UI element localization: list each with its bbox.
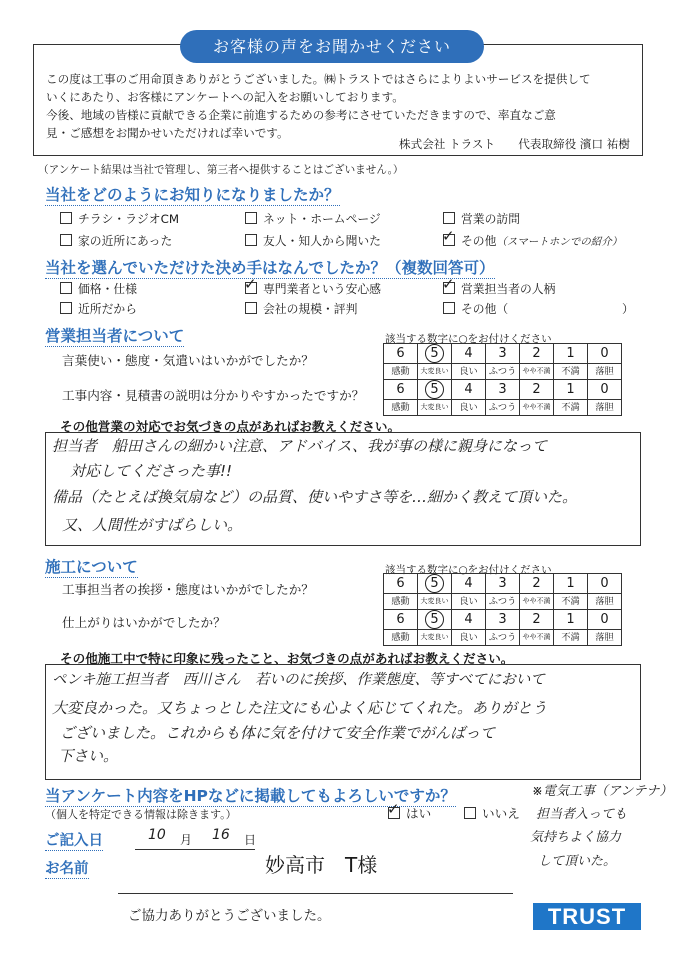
checkbox[interactable] <box>443 212 455 224</box>
rating-caption: 該当する数字に○をお付けください <box>385 564 552 576</box>
date-label: ご記入日 <box>45 833 103 849</box>
sales-comment-line: 担当者 船田さんの細かい注意、アドバイス、我が事の様に親身になって <box>52 437 548 455</box>
intro-line: いくにあたり、お客様にアンケートへの記入をお願いしております。 <box>46 90 404 104</box>
rating-caption: 該当する数字に○をお付けください <box>385 333 552 345</box>
rating-label: 落胆 <box>588 364 622 380</box>
rating-cell[interactable]: 3 <box>486 610 520 630</box>
name-underline <box>118 893 513 894</box>
construction-comment-line: 下さい。 <box>58 747 119 765</box>
footer-thanks: ご協力ありがとうございました。 <box>128 908 331 924</box>
rating-cell[interactable]: 4 <box>452 574 486 594</box>
section1-title: 当社をどのようにお知りになりましたか？ <box>45 186 340 204</box>
rating-cell[interactable]: 1 <box>554 610 588 630</box>
side-note-line: して頂いた。 <box>538 854 617 869</box>
rating-label: 良い <box>452 594 486 610</box>
rating-label: 不満 <box>554 400 588 416</box>
rating-cell[interactable]: 6 <box>384 380 418 400</box>
construction-question-1: 工事担当者の挨拶・態度はいかがでしたか？ <box>62 582 314 597</box>
construction-comment-line: ペンキ施工担当者 西川さん 若いのに挨拶、作業態度、等すべてにおいて <box>52 672 545 688</box>
circled-answer: 5 <box>425 380 444 399</box>
rating-label: 感動 <box>384 364 418 380</box>
option-friend[interactable]: 友人・知人から聞いた <box>245 232 381 249</box>
rating-cell[interactable]: 2 <box>520 610 554 630</box>
date-day-unit: 日 <box>244 833 257 847</box>
section2-title: 当社を選んでいただけた決め手はなんでしたか？（複数回答可） <box>45 259 495 277</box>
rating-cell[interactable]: 6 <box>384 574 418 594</box>
sales-rating-table <box>383 343 622 416</box>
rating-cell[interactable]: 3 <box>486 344 520 364</box>
rating-cell[interactable]: 1 <box>554 344 588 364</box>
intro-text <box>46 70 631 142</box>
circled-answer: 5 <box>425 574 444 593</box>
publish-yes[interactable]: ✓ はい <box>387 800 432 821</box>
checkmark-icon: ✓ <box>244 275 257 293</box>
option-nearby2[interactable]: 近所だから <box>60 300 137 317</box>
rating-cell[interactable]: 3 <box>486 574 520 594</box>
checkbox[interactable] <box>245 234 257 246</box>
date-day[interactable]: 16 <box>212 827 230 843</box>
rating-label: やや不満 <box>520 364 554 380</box>
option-nearby[interactable]: 家の近所にあった <box>60 232 172 249</box>
date-underline <box>135 849 255 850</box>
rating-label: やや不満 <box>520 594 554 610</box>
rating-cell[interactable]: 0 <box>588 574 622 594</box>
option-other2[interactable]: その他（ <box>443 300 508 317</box>
rating-cell[interactable]: 4 <box>452 344 486 364</box>
option-specialist[interactable]: ✓ 専門業者という安心感 <box>244 275 381 296</box>
side-note-line: ※電気工事（アンテナ） <box>532 784 673 799</box>
side-note-line: 担当者入っても <box>536 807 628 822</box>
rating-cell-selected[interactable] <box>418 574 452 594</box>
option-company-size[interactable]: 会社の規模・評判 <box>245 300 357 317</box>
sales-question-2: 工事内容・見積書の説明は分かりやすかったですか？ <box>62 388 365 403</box>
checkbox[interactable] <box>60 302 72 314</box>
privacy-note: （アンケート結果は当社で管理し、第三者へ提供することはございません。） <box>38 164 404 176</box>
rating-label: 感動 <box>384 594 418 610</box>
rating-label: ふつう <box>486 400 520 416</box>
sales-title: 営業担当者について <box>45 327 185 345</box>
intro-line: この度は工事のご用命頂きありがとうございました。㈱トラストではさらによりよいサービスを提供して <box>46 72 591 86</box>
checkmark-icon: ✓ <box>387 800 400 818</box>
publish-title: 当アンケート内容をHPなどに掲載してもよろしいですか？ <box>45 787 456 805</box>
checkbox-checked[interactable] <box>442 275 455 294</box>
sales-comment-prompt: その他営業の対応でお気づきの点があればお教えください。 <box>60 419 401 434</box>
rating-cell[interactable]: 0 <box>588 344 622 364</box>
date-month-unit: 月 <box>180 833 193 847</box>
rating-label: 不満 <box>554 630 588 646</box>
page-title: お客様の声をお聞かせください <box>180 30 484 63</box>
sales-question-1: 言葉使い・態度・気遣いはいかがでしたか？ <box>62 353 314 368</box>
option-other2-close: ） <box>622 302 634 316</box>
rating-label: 大変良い <box>418 400 452 416</box>
name-value[interactable]: 妙高市 T様 <box>265 853 378 877</box>
rating-cell[interactable]: 3 <box>486 380 520 400</box>
checkbox[interactable] <box>60 282 72 294</box>
publish-note: （個人を特定できる情報は除きます。） <box>45 808 237 821</box>
rating-cell[interactable]: 2 <box>520 574 554 594</box>
sales-comment-line: 対応してくださった事!! <box>70 462 233 480</box>
rating-label: 良い <box>452 400 486 416</box>
rating-label: ふつう <box>486 594 520 610</box>
checkmark-icon: ✓ <box>442 227 455 245</box>
rating-cell[interactable]: 1 <box>554 574 588 594</box>
rating-cell[interactable]: 0 <box>588 610 622 630</box>
checkbox[interactable] <box>443 302 455 314</box>
rating-cell-selected[interactable] <box>418 610 452 630</box>
construction-rating-table <box>383 573 622 646</box>
rating-label: 不満 <box>554 594 588 610</box>
rating-label: ふつう <box>486 630 520 646</box>
rating-label: 不満 <box>554 364 588 380</box>
rating-label: 良い <box>452 630 486 646</box>
checkbox[interactable] <box>60 212 72 224</box>
rating-cell[interactable]: 2 <box>520 380 554 400</box>
rating-cell[interactable]: 6 <box>384 610 418 630</box>
rating-label: 大変良い <box>418 630 452 646</box>
rating-cell[interactable]: 4 <box>452 610 486 630</box>
rating-label: 感動 <box>384 630 418 646</box>
checkbox[interactable] <box>60 234 72 246</box>
checkbox-checked[interactable] <box>387 800 400 819</box>
rating-label: やや不満 <box>520 400 554 416</box>
rating-label: ふつう <box>486 364 520 380</box>
name-label: お名前 <box>45 861 89 877</box>
construction-question-2: 仕上がりはいかがでしたか？ <box>62 615 226 630</box>
publish-no[interactable]: いいえ <box>464 803 520 822</box>
option-price[interactable]: 価格・仕様 <box>60 280 137 297</box>
rating-cell[interactable]: 4 <box>452 380 486 400</box>
construction-comment-prompt: その他施工中で特に印象に残ったこと、お気づきの点があればお教えください。 <box>60 651 514 666</box>
rating-label: 落胆 <box>588 594 622 610</box>
side-note-line: 気持ちよく協力 <box>530 830 622 845</box>
rating-label: 大変良い <box>418 594 452 610</box>
trust-logo: TRUST <box>533 903 641 930</box>
option-web[interactable]: ネット・ホームページ <box>245 210 381 227</box>
circled-answer: 5 <box>425 344 444 363</box>
sales-comment-line: 又、人間性がすばらしい。 <box>62 516 243 534</box>
rating-label: やや不満 <box>520 630 554 646</box>
rating-cell-selected[interactable] <box>418 344 452 364</box>
circled-answer: 5 <box>425 610 444 629</box>
other-handwritten: （スマートホンでの紹介） <box>496 236 623 248</box>
checkbox[interactable] <box>245 302 257 314</box>
construction-title: 施工について <box>45 558 138 576</box>
rating-label: 大変良い <box>418 364 452 380</box>
option-flyer[interactable]: チラシ・ラジオCM <box>60 210 179 227</box>
intro-line: 今後、地域の皆様に貢献できる企業に前進するための参考にさせていただきますので、率直なご意 <box>46 108 556 122</box>
rating-label: 落胆 <box>588 400 622 416</box>
checkbox-checked[interactable] <box>244 275 257 294</box>
option-other[interactable]: ✓ その他（スマートホンでの紹介） <box>442 227 623 248</box>
construction-comment-line: 大変良かった。又ちょっとした注文にも心よく応じてくれた。ありがとう <box>52 699 548 717</box>
rating-label: 良い <box>452 364 486 380</box>
intro-line: 見・ご感想をお聞かせいただければ幸いです。 <box>46 126 289 140</box>
option-personality[interactable]: ✓ 営業担当者の人柄 <box>442 275 556 296</box>
construction-comment-line: ございました。これからも体に気を付けて安全作業でがんばって <box>60 724 496 742</box>
checkbox[interactable] <box>464 807 476 819</box>
rating-cell[interactable]: 1 <box>554 380 588 400</box>
rating-label: 落胆 <box>588 630 622 646</box>
option-sales-visit[interactable]: 営業の訪問 <box>443 210 520 227</box>
rating-cell[interactable]: 2 <box>520 344 554 364</box>
rating-cell-selected[interactable] <box>418 380 452 400</box>
rating-label: 感動 <box>384 400 418 416</box>
rating-cell[interactable]: 0 <box>588 380 622 400</box>
checkbox-checked[interactable] <box>442 227 455 246</box>
date-month[interactable]: 10 <box>148 827 166 843</box>
checkmark-icon: ✓ <box>442 275 455 293</box>
rating-cell[interactable]: 6 <box>384 344 418 364</box>
company-signature: 株式会社 トラスト 代表取締役 濱口 祐樹 <box>399 137 630 151</box>
checkbox[interactable] <box>245 212 257 224</box>
sales-comment-line: 備品（たとえば換気扇など）の品質、使いやすさ等を…細かく教えて頂いた。 <box>52 488 578 506</box>
